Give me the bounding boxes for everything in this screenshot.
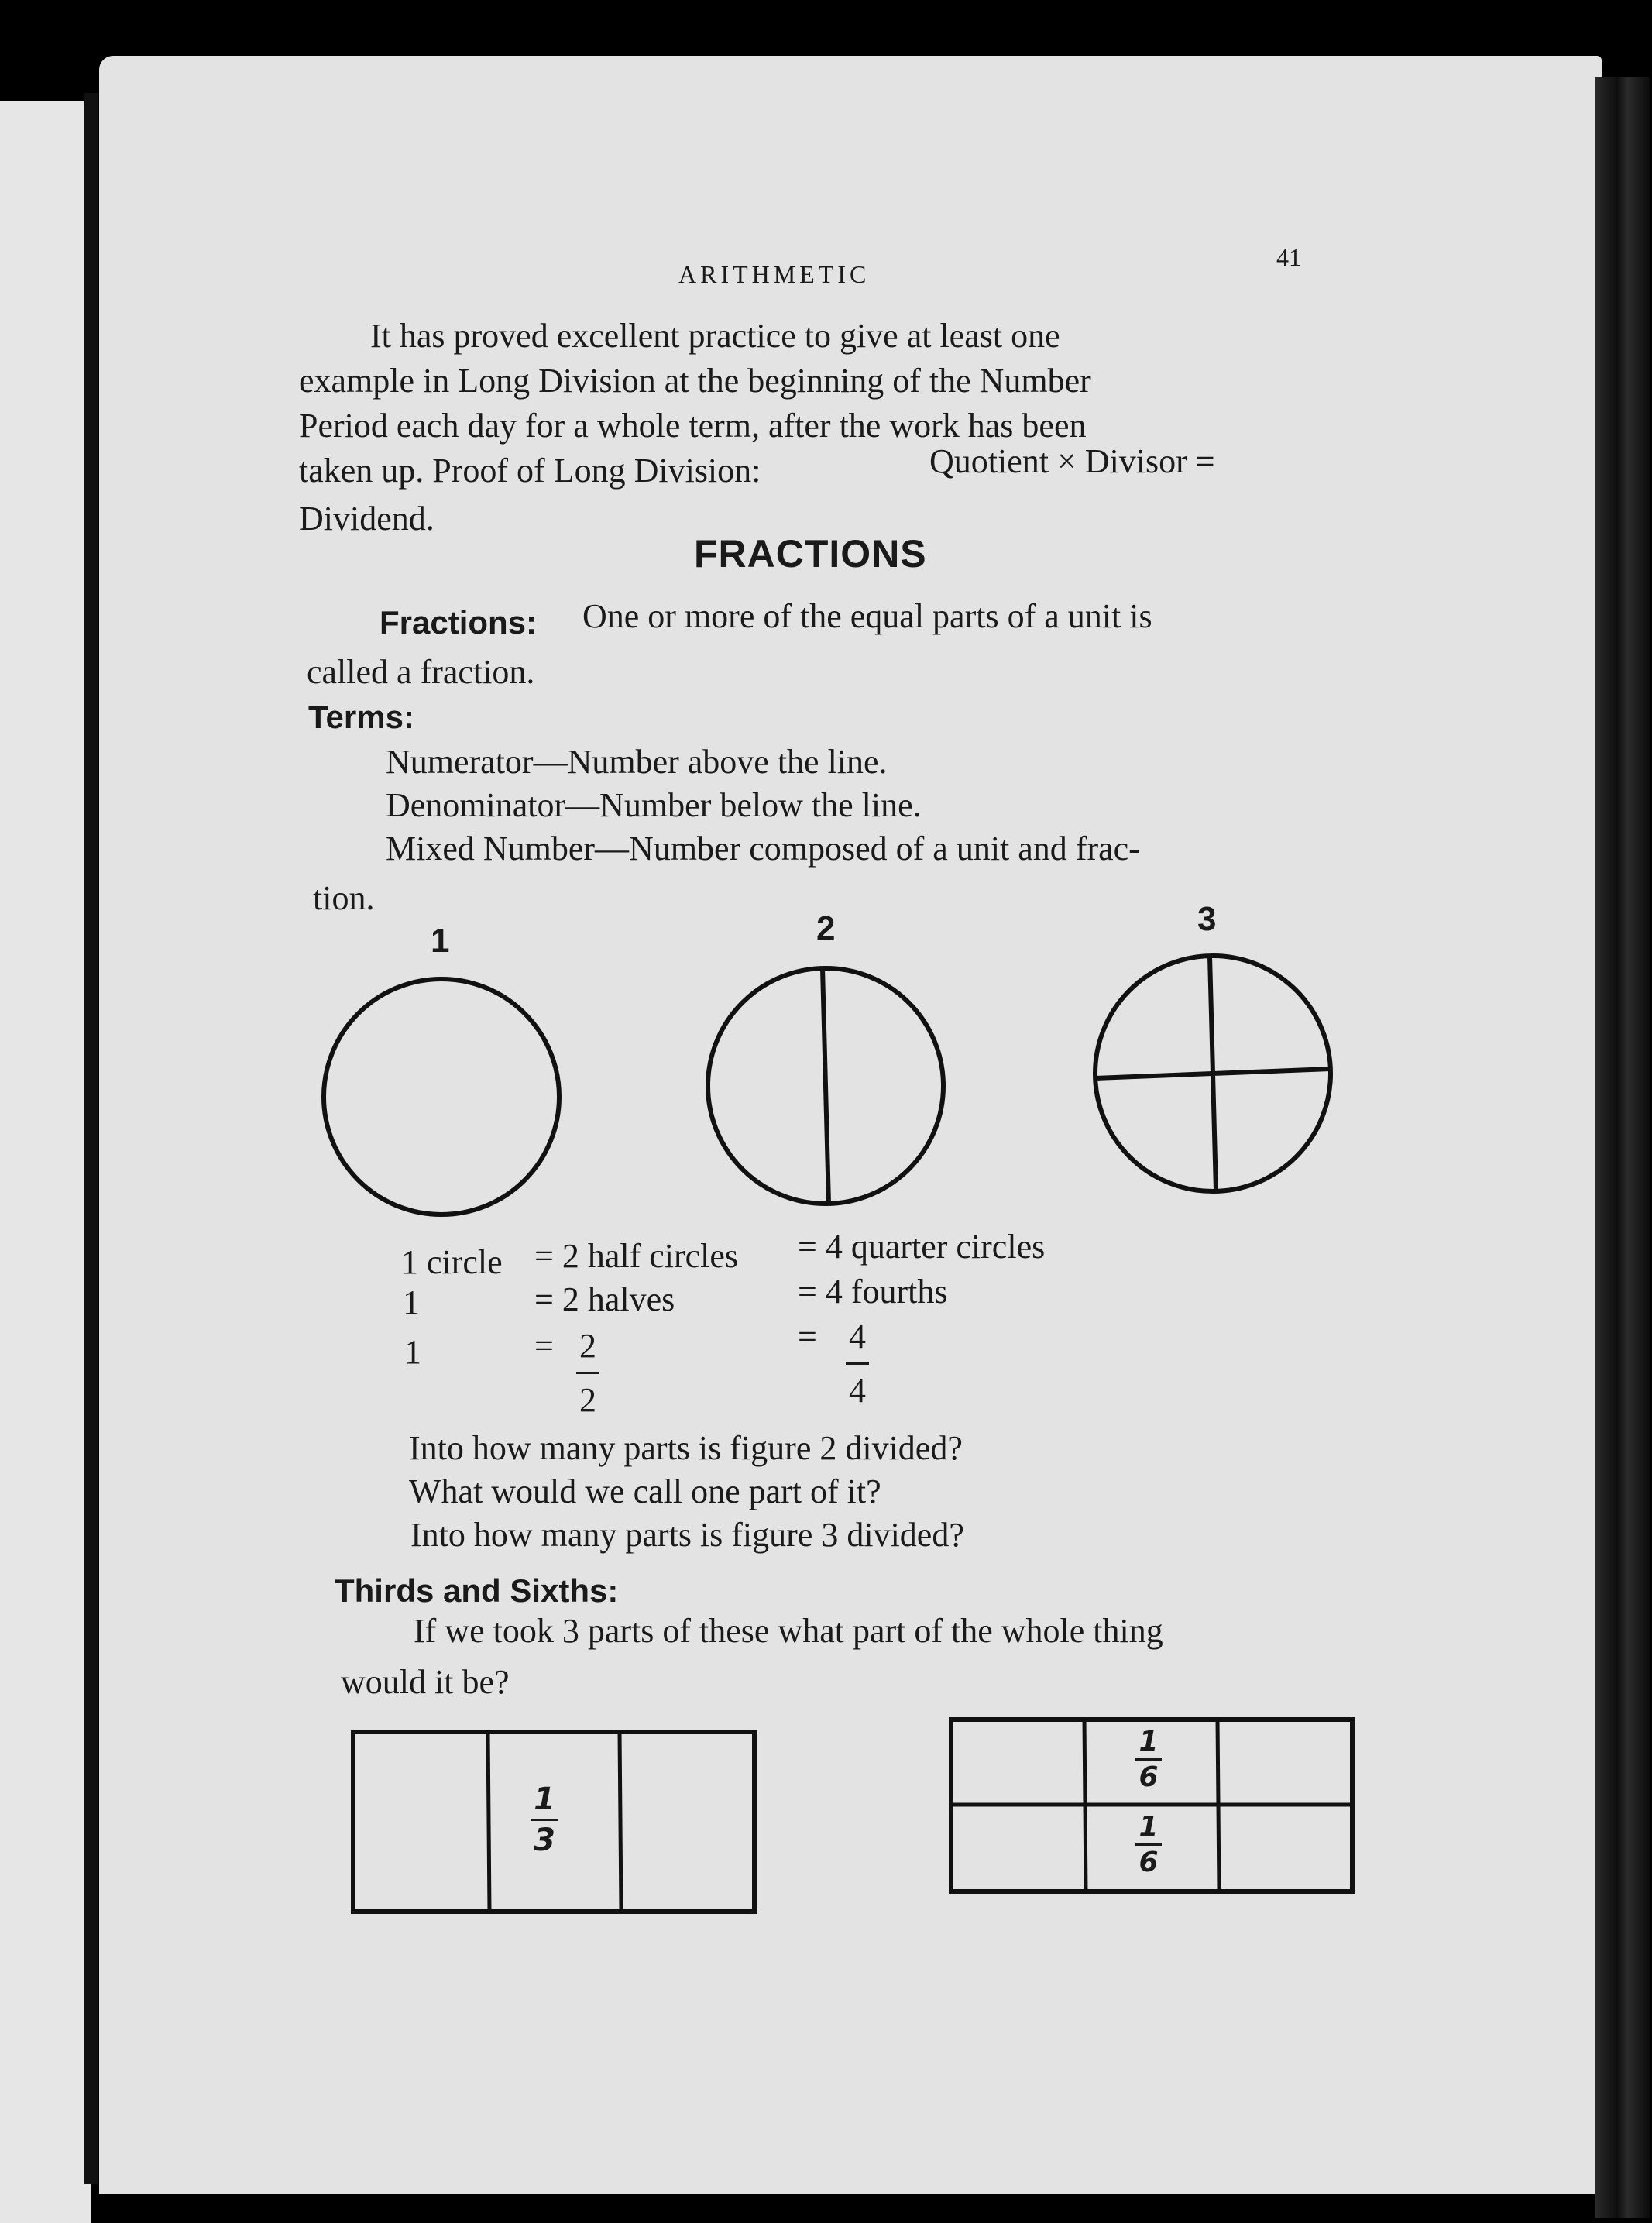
- intro-line-5: Dividend.: [299, 500, 434, 538]
- question-1: Into how many parts is figure 2 divided?: [409, 1429, 963, 1467]
- eq-row2-col3: = 4 fourths: [798, 1273, 948, 1311]
- thirds-sixths-text-2: would it be?: [341, 1663, 510, 1701]
- fraction-bar: [531, 1819, 558, 1821]
- terms-label: Terms:: [308, 699, 414, 735]
- intro-line-3: Period each day for a whole term, after the work has been: [299, 407, 1087, 445]
- question-2: What would we call one part of it?: [409, 1472, 881, 1510]
- fraction-numerator: 2: [579, 1327, 596, 1365]
- term-denominator: Denominator—Number below the line.: [386, 786, 922, 824]
- term-mixed-number: Mixed Number—Number composed of a unit and frac-: [386, 830, 1140, 868]
- intro-line-2: example in Long Division at the beginning of the Number: [299, 362, 1091, 400]
- term-numerator: Numerator—Number above the line.: [386, 743, 888, 781]
- page-number: 41: [1276, 243, 1301, 271]
- fraction-numerator: 4: [849, 1318, 866, 1355]
- fraction-bar: [1135, 1843, 1162, 1846]
- intro-line-4a: taken up. Proof of Long Division:: [299, 452, 761, 490]
- fraction-numerator: 1: [534, 1781, 555, 1817]
- fraction-numerator: 1: [1139, 1726, 1159, 1757]
- figure-1-label: 1: [431, 922, 450, 960]
- fractions-definition-text: One or more of the equal parts of a unit is: [582, 597, 1152, 635]
- fractions-definition-term: Fractions:: [380, 604, 538, 641]
- eq-row3-col1: 1: [404, 1333, 421, 1371]
- fraction-denominator: 3: [534, 1823, 555, 1858]
- fractions-heading: FRACTIONS: [694, 532, 927, 576]
- intro-line-1: It has proved excellent practice to give at least one: [370, 317, 1060, 355]
- fraction-numerator: 1: [1139, 1811, 1159, 1843]
- figure-2-label: 2: [816, 909, 836, 947]
- eq-row2-col1: 1: [403, 1283, 420, 1321]
- running-title: ARITHMETIC: [678, 260, 871, 288]
- term-mixed-number-2: tion.: [313, 879, 375, 917]
- eq-row3-equals-2: =: [798, 1318, 817, 1355]
- eq-row1-col3: = 4 quarter circles: [798, 1228, 1046, 1266]
- fraction-bar: [1135, 1758, 1162, 1761]
- fractions-definition-text-2: called a fraction.: [307, 653, 535, 691]
- intro-line-4b: Quotient × Divisor =: [929, 442, 1215, 480]
- figure-3-label: 3: [1197, 900, 1217, 938]
- handwritten-one-sixth-top: [1135, 1726, 1162, 1793]
- eq-row2-col2: = 2 halves: [534, 1280, 675, 1318]
- fraction-denominator: 2: [579, 1381, 596, 1419]
- handwritten-one-sixth-bottom: [1135, 1811, 1162, 1878]
- eq-row3-equals-1: =: [534, 1327, 554, 1365]
- fraction-denominator: 6: [1139, 1847, 1159, 1878]
- thirds-sixths-text-1: If we took 3 parts of these what part of the whole thing: [414, 1612, 1163, 1650]
- eq-row1-col2: = 2 half circles: [534, 1237, 739, 1275]
- handwritten-one-third: [531, 1781, 558, 1858]
- eq-row1-col1: 1 circle: [401, 1243, 503, 1281]
- thirds-sixths-heading: Thirds and Sixths:: [335, 1572, 619, 1609]
- fraction-denominator: 4: [849, 1372, 866, 1410]
- question-3: Into how many parts is figure 3 divided?: [410, 1516, 964, 1554]
- fraction-denominator: 6: [1139, 1761, 1159, 1793]
